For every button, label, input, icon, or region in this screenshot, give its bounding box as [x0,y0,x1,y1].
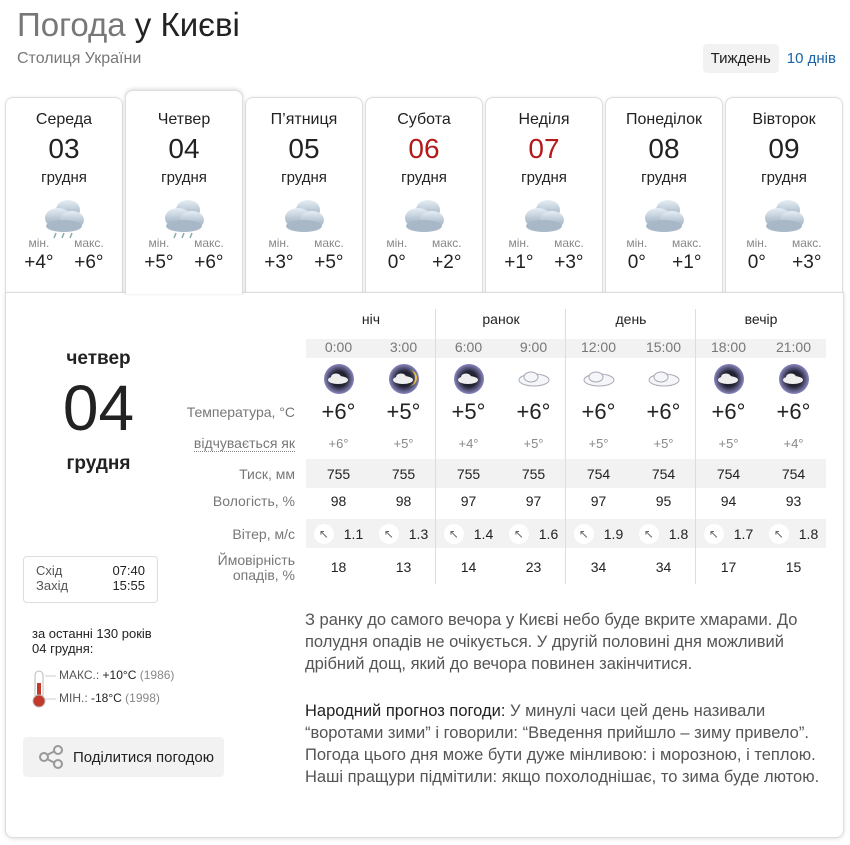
range-10-days-link[interactable]: 10 днів [786,50,836,67]
day-month: грудня [641,169,687,186]
detail-day-name: четвер [66,348,131,369]
day-name: Середа [35,111,93,128]
cloud-icon [566,369,631,394]
min-temp: 0° [747,252,766,273]
min-label: мін. [148,236,170,250]
min-temp: +3° [264,252,294,273]
max-temp: +5° [314,252,344,273]
precip-label-1: Ймовірність [217,552,295,568]
min-label: мін. [746,236,768,250]
day-name: Вівторок [752,111,816,128]
folk-forecast-label: Народний прогноз погоди: [305,702,506,720]
feels-value: +5° [523,435,544,451]
precip-value: 15 [785,559,802,575]
precip-label-2: опадів, % [232,567,295,583]
pressure-value: 755 [326,465,351,482]
wind-speed: 1.9 [603,525,624,542]
feels-value: +5° [588,435,609,451]
cloud-icon [631,369,696,394]
day-month: грудня [41,169,87,186]
cloud-rain-icon [34,196,94,236]
min-temp: 0° [627,252,646,273]
history-heading [32,626,152,656]
day-month: грудня [161,169,207,186]
precip-value: 14 [460,559,477,575]
wind-speed: 1.8 [668,525,689,542]
history-min-value: -18°C [91,691,122,705]
min-temp: 0° [387,252,406,273]
wind-direction-icon: ↖ [444,524,464,544]
cloudy-icon [514,196,574,236]
precip-value: 34 [655,559,672,575]
humidity-row [306,491,826,511]
day-name: Четвер [157,111,211,128]
min-temp: +5° [144,252,174,273]
wind-cell [761,524,826,544]
day-month: грудня [761,169,807,186]
temp-value: +6° [776,399,811,424]
temp-label: Температура, °C [186,404,295,420]
wind-direction-icon: ↖ [639,524,659,544]
period-label: вечір [744,311,778,327]
feels-value: +5° [653,435,674,451]
history-max-value: +10°C [102,668,137,682]
min-label: мін. [268,236,290,250]
wind-speed: 1.3 [408,525,429,542]
max-temp: +2° [432,252,462,273]
pressure-value: 755 [521,465,546,482]
precip-value: 23 [525,559,542,575]
cloud-icon [501,369,566,394]
day-name: Неділя [518,111,570,128]
cloudy-icon [274,196,334,236]
detail-month: грудня [66,453,131,474]
day-tabs [5,97,845,297]
precip-value: 18 [330,559,347,575]
hour-time: 12:00 [580,339,617,355]
wind-cell [696,524,761,544]
wind-speed: 1.8 [798,525,819,542]
periods-row [306,311,826,327]
max-temp: +6° [194,252,224,273]
wind-cell [371,524,436,544]
day-name: Субота [397,111,451,128]
pressure-value: 754 [651,465,676,482]
range-switch [703,44,840,73]
night-cloudy-icon [306,364,371,399]
wind-cell [436,524,501,544]
history-min-label: МІН.: [59,691,88,705]
period-divider [565,309,566,584]
day-name: Понеділок [625,111,703,128]
thermometer-icon [30,669,60,709]
humidity-value: 93 [785,493,802,509]
day-tab-07[interactable] [485,97,603,293]
share-icon [39,745,63,769]
day-date: 03 [48,133,80,164]
min-label: мін. [626,236,648,250]
night-cloudy-icon [436,364,501,399]
period-label: ніч [361,311,381,327]
period-label: ранок [482,311,520,327]
wind-cell [631,524,696,544]
humidity-value: 97 [460,493,477,509]
share-weather-button[interactable] [23,737,224,777]
night-moon-cloud-icon [371,364,436,399]
history-line-2: 04 грудня: [32,641,94,656]
day-date: 05 [288,133,320,164]
precip-value: 34 [590,559,607,575]
wind-cell [501,524,566,544]
day-name: П’ятниця [270,111,338,128]
sunrise-time: 07:40 [112,563,145,578]
wind-speed: 1.1 [343,525,364,542]
day-detail-panel [5,292,844,838]
wind-row [306,519,826,548]
min-label: мін. [386,236,408,250]
wind-cell [566,524,631,544]
day-date: 08 [648,133,680,164]
precip-label [218,553,295,583]
pressure-value: 754 [781,465,806,482]
wind-direction-icon: ↖ [379,524,399,544]
min-temp: +1° [504,252,534,273]
cloudy-icon [394,196,454,236]
temp-value: +6° [321,399,356,424]
temp-value: +6° [711,399,746,424]
humidity-value: 95 [655,493,672,509]
night-cloudy-icon [761,364,826,399]
sunset-label: Захід [36,578,69,593]
wind-label: Вітер, м/с [232,525,295,542]
day-date: 09 [768,133,800,164]
humidity-value: 97 [590,493,607,509]
max-label: макс. [194,236,224,250]
wind-direction-icon: ↖ [704,524,724,544]
forecast-description: З ранку до самого вечора у Києві небо буде вкрите хмарами. До полудня опадів не очікується. У другій половині дня можливий дрібний дощ, який до вечора повинен закінчитися. [305,611,798,673]
min-label: мін. [508,236,530,250]
history-max [59,668,174,682]
max-label: макс. [431,236,462,250]
day-date: 07 [528,133,560,164]
day-tab-06[interactable] [365,97,483,293]
page-title [17,6,240,44]
hour-time: 9:00 [519,339,548,355]
feels-value: +5° [393,435,414,451]
wind-cell [306,524,371,544]
wind-speed: 1.7 [733,525,754,542]
day-tab-09[interactable] [725,97,843,293]
detail-day-number: 04 [62,372,135,444]
day-tab-04[interactable] [125,90,243,294]
precip-row [306,557,826,577]
humidity-value: 97 [525,493,542,509]
sunrise-label: Схід [36,563,63,578]
history-max-year: (1986) [139,668,175,682]
history-min [59,691,160,705]
hour-time: 0:00 [324,339,353,355]
min-label: мін. [28,236,50,250]
max-label: макс. [74,236,104,250]
cloudy-icon [634,196,694,236]
folk-forecast [305,700,825,788]
feels-value: +4° [458,435,479,451]
humidity-label: Вологість, % [212,493,295,509]
sunset-time: 15:55 [112,578,145,593]
precip-value: 13 [395,559,412,575]
max-temp: +3° [554,252,584,273]
wind-speed: 1.6 [538,525,559,542]
temp-value: +6° [516,399,551,424]
max-label: макс. [314,236,344,250]
wind-direction-icon: ↖ [509,524,529,544]
pressure-value: 755 [391,465,416,482]
day-date: 06 [408,133,440,164]
history-min-year: (1998) [125,691,160,705]
humidity-value: 94 [720,493,737,509]
wind-direction-icon: ↖ [574,524,594,544]
history-max-label: МАКС.: [59,668,100,682]
range-week-button[interactable]: Тиждень [703,44,779,73]
day-tab-03[interactable] [5,97,123,293]
pressure-value: 755 [456,465,481,482]
day-date: 04 [168,133,200,164]
share-label: Поділитися погодою [73,748,215,766]
hour-time: 15:00 [645,339,682,355]
hour-time: 6:00 [454,339,483,355]
feels-value: +4° [783,435,804,451]
subtitle: Столиця України [17,50,142,67]
period-divider [435,309,436,584]
wind-direction-icon: ↖ [769,524,789,544]
temp-value: +6° [581,399,616,424]
period-label: день [615,311,647,327]
temp-value: +5° [386,399,421,424]
night-cloudy-icon [696,364,761,399]
day-month: грудня [401,169,447,186]
title-prefix: Погода [17,6,126,43]
precip-value: 17 [720,559,737,575]
history-line-1: за останні 130 років [32,626,152,641]
title-city: у Києві [134,6,240,43]
folk-forecast-text: У минулі часи цей день називали “воротами зими” і говорили: “Введення прийшло – зиму привело”. Погода цього дня може бути дуже мінливою: і морозною, і теплою. Наші пращури підмітили: якщо похолоднішає, то зима буде лютою. [305,702,820,786]
humidity-value: 98 [330,493,347,509]
pressure-label: Тиск, мм [239,465,295,482]
max-temp: +1° [672,252,702,273]
feels-label[interactable]: відчувається як [193,435,295,451]
hour-time: 21:00 [775,339,812,355]
sun-times [23,556,158,603]
hour-time: 18:00 [710,339,747,355]
pressure-value: 754 [586,465,611,482]
cloud-rain-icon [154,196,214,236]
max-label: макс. [554,236,584,250]
feels-row [306,433,826,453]
min-temp: +4° [24,252,54,273]
period-divider [695,309,696,584]
feels-value: +6° [328,435,349,451]
wind-speed: 1.4 [473,525,494,542]
feels-value: +5° [718,435,739,451]
max-temp: +3° [792,252,822,273]
temp-value: +6° [646,399,681,424]
day-month: грудня [281,169,327,186]
max-label: макс. [791,236,822,250]
time-row [306,339,826,358]
icons-row [306,365,826,397]
wind-direction-icon: ↖ [314,524,334,544]
cloudy-icon [754,196,814,236]
day-month: грудня [521,169,567,186]
pressure-row [306,459,826,488]
humidity-value: 98 [395,493,412,509]
temp-value: +5° [451,399,486,424]
pressure-value: 754 [716,465,741,482]
max-label: макс. [671,236,702,250]
max-temp: +6° [74,252,104,273]
day-tab-08[interactable] [605,97,723,293]
temp-row [306,397,826,427]
day-tab-05[interactable] [245,97,363,293]
hour-time: 3:00 [389,339,418,355]
